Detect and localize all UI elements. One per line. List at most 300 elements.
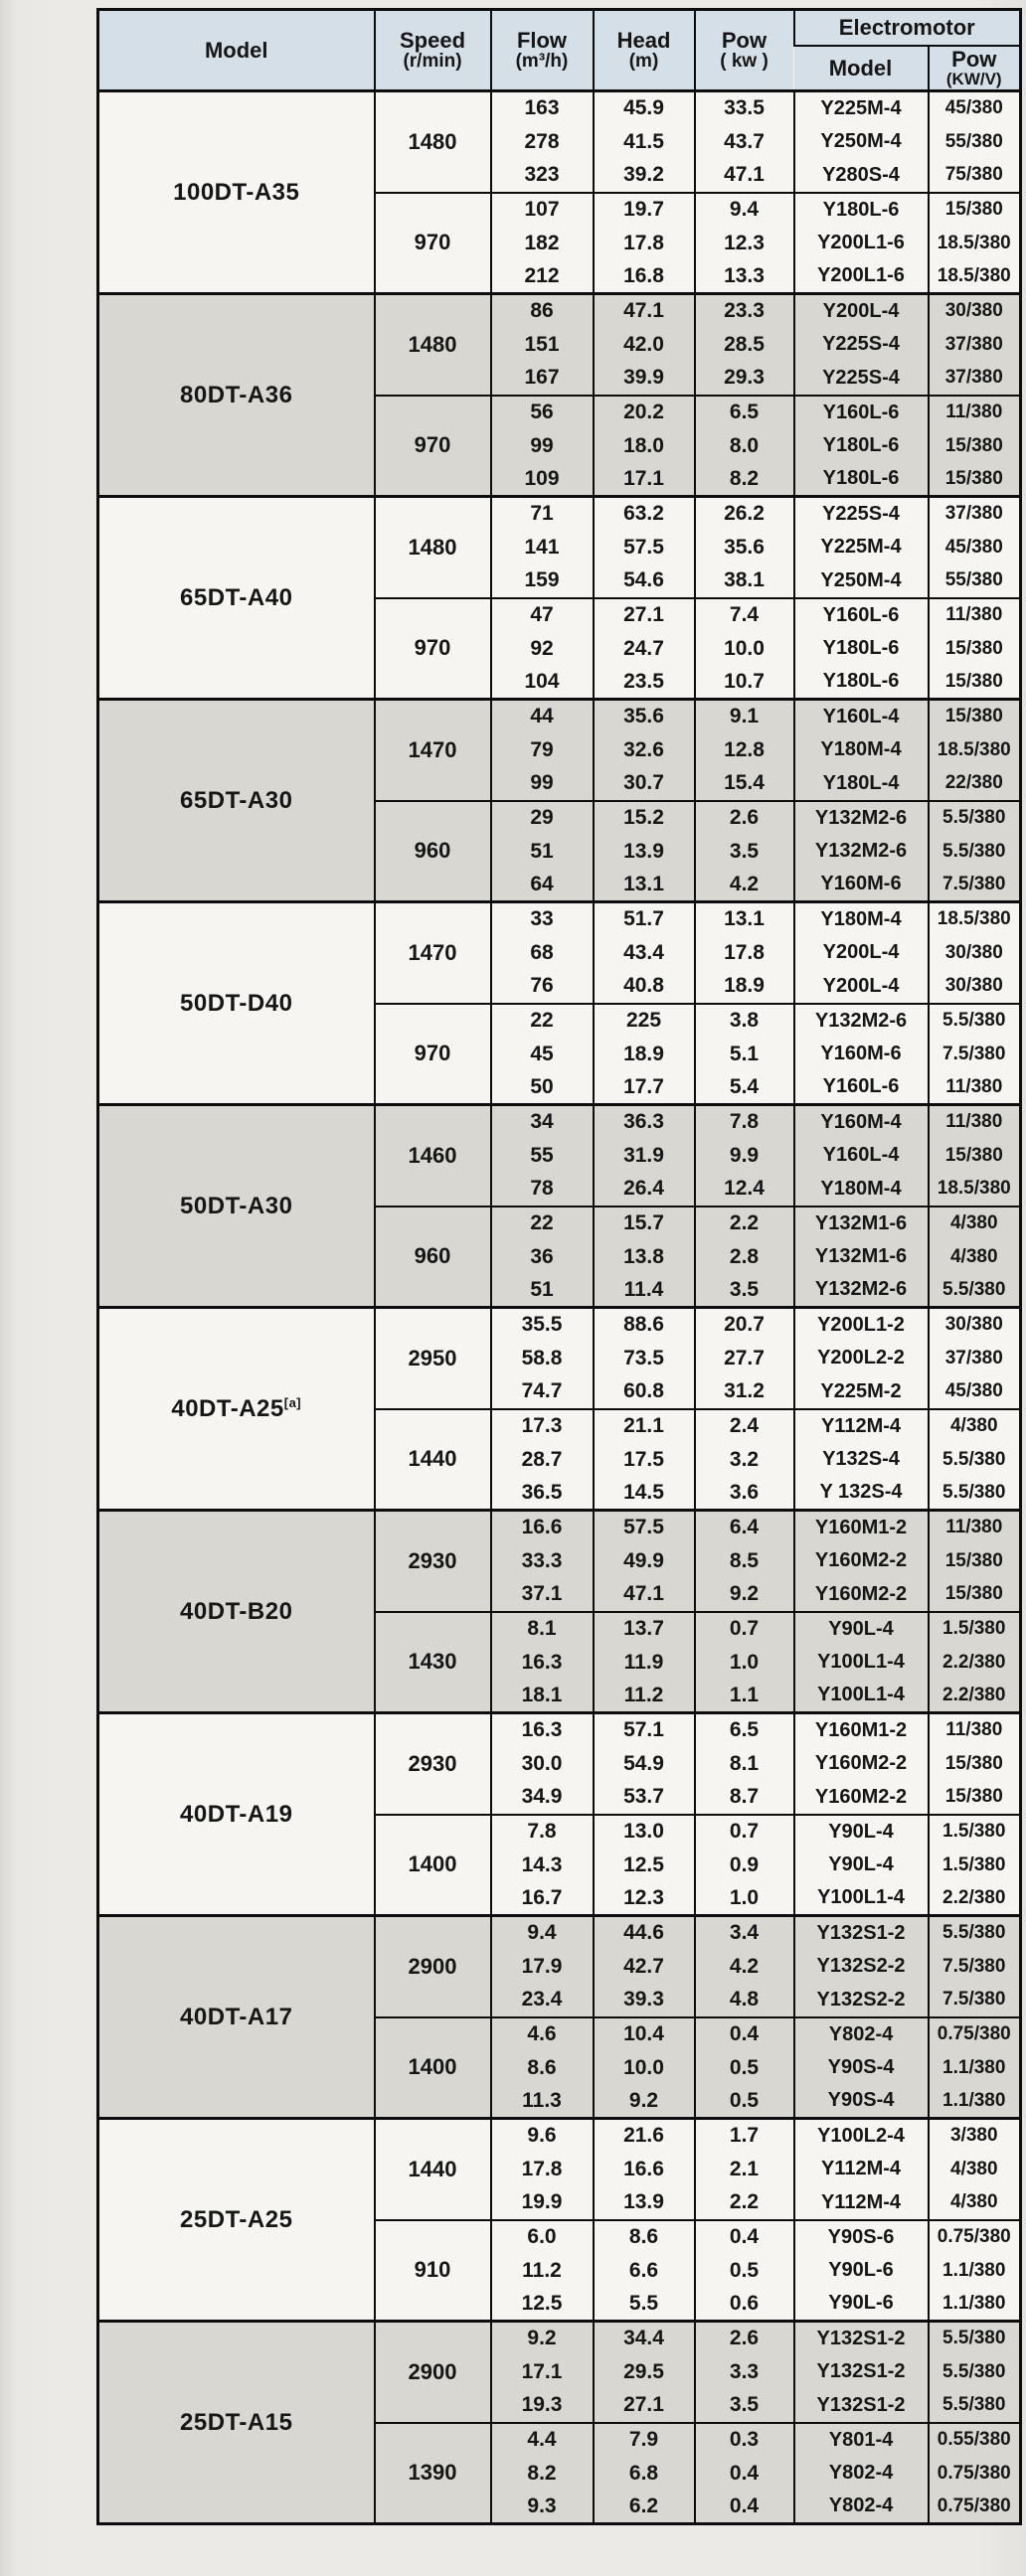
header-em-pow — [929, 46, 1021, 91]
em-pow-cell: 5.5/380 — [929, 1443, 1021, 1477]
em-pow-cell: 5.5/380 — [929, 2355, 1021, 2389]
em-pow-cell: 1.1/380 — [929, 2051, 1021, 2085]
model-cell: 100DT-A35 — [98, 91, 375, 294]
table-row — [98, 1916, 1021, 1950]
em-pow-cell: 11/380 — [929, 598, 1021, 632]
pow-cell: 10.7 — [695, 666, 794, 700]
em-pow-cell: 5.5/380 — [929, 1274, 1021, 1308]
em-pow-cell: 2.2/380 — [929, 1680, 1021, 1713]
flow-cell: 29 — [491, 801, 594, 835]
table-row — [98, 902, 1021, 936]
head-cell: 21.1 — [594, 1409, 695, 1443]
head-cell: 34.4 — [594, 2322, 695, 2355]
head-cell: 13.9 — [594, 835, 695, 869]
em-pow-cell: 4/380 — [929, 1409, 1021, 1443]
head-cell: 43.4 — [594, 936, 695, 970]
em-model-cell: Y225M-4 — [794, 531, 929, 564]
table-row — [98, 1308, 1021, 1342]
pow-cell: 9.2 — [695, 1578, 794, 1612]
em-pow-cell: 37/380 — [929, 328, 1021, 362]
head-cell: 35.6 — [594, 700, 695, 733]
pow-cell: 9.4 — [695, 193, 794, 227]
head-cell: 29.5 — [594, 2355, 695, 2389]
head-cell: 12.3 — [594, 1882, 695, 1916]
em-pow-cell: 0.75/380 — [929, 2220, 1021, 2254]
em-pow-cell: 11/380 — [929, 1713, 1021, 1747]
flow-cell: 44 — [491, 700, 594, 733]
flow-cell: 36 — [491, 1240, 594, 1274]
speed-cell: 970 — [375, 396, 491, 497]
pow-cell: 31.2 — [695, 1375, 794, 1409]
pow-cell: 10.0 — [695, 632, 794, 666]
em-pow-cell: 15/380 — [929, 1578, 1021, 1612]
pow-cell: 8.2 — [695, 463, 794, 497]
flow-cell: 16.6 — [491, 1511, 594, 1544]
head-cell: 8.6 — [594, 2220, 695, 2254]
em-pow-cell: 7.5/380 — [929, 869, 1021, 902]
pow-cell: 4.2 — [695, 1950, 794, 1984]
flow-cell: 47 — [491, 598, 594, 632]
pow-cell: 2.2 — [695, 1207, 794, 1240]
em-pow-cell: 18.5/380 — [929, 733, 1021, 767]
em-pow-cell: 3/380 — [929, 2119, 1021, 2153]
pow-cell: 9.1 — [695, 700, 794, 733]
flow-cell: 35.5 — [491, 1308, 594, 1342]
flow-cell: 4.6 — [491, 2017, 594, 2051]
em-pow-cell: 15/380 — [929, 1139, 1021, 1173]
em-model-cell: Y112M-4 — [794, 1409, 929, 1443]
em-pow-cell: 45/380 — [929, 1375, 1021, 1409]
em-pow-cell: 15/380 — [929, 193, 1021, 227]
em-model-cell: Y90L-6 — [794, 2288, 929, 2322]
em-model-cell: Y180L-6 — [794, 429, 929, 463]
head-cell: 13.7 — [594, 1612, 695, 1646]
head-cell: 13.8 — [594, 1240, 695, 1274]
head-cell: 26.4 — [594, 1173, 695, 1207]
speed-cell: 960 — [375, 1207, 491, 1308]
head-cell: 32.6 — [594, 733, 695, 767]
flow-cell: 17.1 — [491, 2355, 594, 2389]
em-pow-cell: 5.5/380 — [929, 2389, 1021, 2423]
head-cell: 11.4 — [594, 1274, 695, 1308]
table-row — [98, 2119, 1021, 2153]
em-model-cell: Y132S-4 — [794, 1443, 929, 1477]
model-cell: 40DT-A19 — [98, 1713, 375, 1916]
flow-cell: 37.1 — [491, 1578, 594, 1612]
flow-cell: 8.1 — [491, 1612, 594, 1646]
head-cell: 11.2 — [594, 1680, 695, 1713]
em-pow-cell: 1.5/380 — [929, 1612, 1021, 1646]
flow-cell: 71 — [491, 497, 594, 531]
pow-cell: 0.5 — [695, 2051, 794, 2085]
pow-cell: 35.6 — [695, 531, 794, 564]
flow-cell: 50 — [491, 1071, 594, 1105]
em-model-cell: Y132S1-2 — [794, 2322, 929, 2355]
em-pow-cell: 15/380 — [929, 463, 1021, 497]
em-model-cell: Y90L-4 — [794, 1815, 929, 1849]
head-cell: 42.7 — [594, 1950, 695, 1984]
flow-cell: 4.4 — [491, 2423, 594, 2457]
pow-cell: 0.7 — [695, 1612, 794, 1646]
flow-cell: 104 — [491, 666, 594, 700]
pow-cell: 6.4 — [695, 1511, 794, 1544]
em-pow-cell: 37/380 — [929, 362, 1021, 396]
em-pow-cell: 5.5/380 — [929, 2322, 1021, 2355]
header-flow-unit: (m³/h) — [515, 51, 569, 73]
em-model-cell: Y160M1-2 — [794, 1713, 929, 1747]
flow-cell: 99 — [491, 429, 594, 463]
em-model-cell: Y90S-4 — [794, 2085, 929, 2119]
pow-cell: 4.2 — [695, 869, 794, 902]
pow-cell: 3.2 — [695, 1443, 794, 1477]
head-cell: 13.0 — [594, 1815, 695, 1849]
flow-cell: 11.2 — [491, 2254, 594, 2288]
em-pow-cell: 15/380 — [929, 1544, 1021, 1578]
em-model-cell: Y160L-6 — [794, 598, 929, 632]
pow-cell: 12.3 — [695, 227, 794, 260]
em-pow-cell: 11/380 — [929, 1105, 1021, 1139]
flow-cell: 17.3 — [491, 1409, 594, 1443]
em-pow-cell: 1.1/380 — [929, 2288, 1021, 2322]
flow-cell: 11.3 — [491, 2085, 594, 2119]
pow-cell: 5.1 — [695, 1038, 794, 1071]
table-row — [98, 1105, 1021, 1139]
table-row — [98, 497, 1021, 531]
em-pow-cell: 5.5/380 — [929, 1916, 1021, 1950]
em-pow-cell: 2.2/380 — [929, 1882, 1021, 1916]
flow-cell: 22 — [491, 1004, 594, 1038]
head-cell: 10.4 — [594, 2017, 695, 2051]
header-flow-label: Flow — [516, 27, 568, 53]
flow-cell: 9.3 — [491, 2491, 594, 2524]
header-model: Model — [98, 10, 375, 91]
head-cell: 21.6 — [594, 2119, 695, 2153]
em-pow-cell: 7.5/380 — [929, 1038, 1021, 1071]
flow-cell: 30.0 — [491, 1747, 594, 1781]
speed-cell: 2900 — [375, 2322, 491, 2423]
flow-cell: 323 — [491, 159, 594, 193]
model-cell: 25DT-A25 — [98, 2119, 375, 2322]
em-model-cell: Y802-4 — [794, 2457, 929, 2491]
em-pow-cell: 1.1/380 — [929, 2254, 1021, 2288]
flow-cell: 17.8 — [491, 2153, 594, 2186]
head-cell: 13.1 — [594, 869, 695, 902]
speed-cell: 2900 — [375, 1916, 491, 2017]
head-cell: 27.1 — [594, 2389, 695, 2423]
head-cell: 20.2 — [594, 396, 695, 429]
head-cell: 19.7 — [594, 193, 695, 227]
header-speed — [375, 10, 491, 91]
em-model-cell: Y160L-6 — [794, 396, 929, 429]
em-model-cell: Y200L-4 — [794, 936, 929, 970]
speed-cell: 2950 — [375, 1308, 491, 1409]
header-head-unit: (m) — [628, 51, 659, 73]
pow-cell: 47.1 — [695, 159, 794, 193]
head-cell: 18.0 — [594, 429, 695, 463]
pow-cell: 3.6 — [695, 1477, 794, 1511]
speed-cell: 960 — [375, 801, 491, 902]
head-cell: 57.5 — [594, 1511, 695, 1544]
head-cell: 6.6 — [594, 2254, 695, 2288]
em-pow-cell: 18.5/380 — [929, 260, 1021, 294]
head-cell: 57.1 — [594, 1713, 695, 1747]
em-model-cell: Y200L1-6 — [794, 260, 929, 294]
em-pow-cell: 22/380 — [929, 767, 1021, 801]
flow-cell: 18.1 — [491, 1680, 594, 1713]
head-cell: 17.7 — [594, 1071, 695, 1105]
pow-cell: 2.8 — [695, 1240, 794, 1274]
flow-cell: 92 — [491, 632, 594, 666]
pow-cell: 0.4 — [695, 2220, 794, 2254]
flow-cell: 16.3 — [491, 1646, 594, 1680]
flow-cell: 9.6 — [491, 2119, 594, 2153]
head-cell: 16.6 — [594, 2153, 695, 2186]
header-speed-unit: (r/min) — [403, 51, 462, 73]
speed-cell: 2930 — [375, 1713, 491, 1815]
flow-cell: 107 — [491, 193, 594, 227]
em-pow-cell: 1.5/380 — [929, 1849, 1021, 1882]
em-model-cell: Y225S-4 — [794, 328, 929, 362]
head-cell: 5.5 — [594, 2288, 695, 2322]
pow-cell: 8.1 — [695, 1747, 794, 1781]
speed-cell: 910 — [375, 2220, 491, 2322]
em-model-cell: Y132S1-2 — [794, 2355, 929, 2389]
em-model-cell: Y225M-2 — [794, 1375, 929, 1409]
flow-cell: 16.7 — [491, 1882, 594, 1916]
head-cell: 54.9 — [594, 1747, 695, 1781]
pow-cell: 1.0 — [695, 1882, 794, 1916]
em-model-cell: Y132S1-2 — [794, 2389, 929, 2423]
model-cell: 80DT-A36 — [98, 294, 375, 497]
header-em-pow-unit: (KW/V) — [945, 69, 1002, 88]
pow-cell: 27.7 — [695, 1342, 794, 1375]
flow-cell: 12.5 — [491, 2288, 594, 2322]
header-electromotor: Electromotor — [794, 10, 1021, 46]
head-cell: 16.8 — [594, 260, 695, 294]
pow-cell: 3.5 — [695, 835, 794, 869]
flow-cell: 167 — [491, 362, 594, 396]
pow-cell: 38.1 — [695, 564, 794, 598]
em-model-cell: Y200L1-6 — [794, 227, 929, 260]
flow-cell: 51 — [491, 1274, 594, 1308]
model-footnote-marker: [a] — [283, 1394, 302, 1410]
flow-cell: 9.2 — [491, 2322, 594, 2355]
flow-cell: 159 — [491, 564, 594, 598]
em-model-cell: Y 132S-4 — [794, 1477, 929, 1511]
em-model-cell: Y180L-6 — [794, 632, 929, 666]
flow-cell: 163 — [491, 91, 594, 125]
table-body — [98, 91, 1021, 2524]
head-cell: 27.1 — [594, 598, 695, 632]
speed-cell: 970 — [375, 193, 491, 294]
speed-cell: 1470 — [375, 902, 491, 1004]
em-pow-cell: 15/380 — [929, 1747, 1021, 1781]
flow-cell: 6.0 — [491, 2220, 594, 2254]
pow-cell: 7.8 — [695, 1105, 794, 1139]
em-model-cell: Y225M-4 — [794, 91, 929, 125]
pow-cell: 0.4 — [695, 2491, 794, 2524]
table-header — [98, 10, 1021, 91]
em-pow-cell: 5.5/380 — [929, 835, 1021, 869]
pow-cell: 7.4 — [695, 598, 794, 632]
pow-cell: 6.5 — [695, 1713, 794, 1747]
em-model-cell: Y160M1-2 — [794, 1511, 929, 1544]
head-cell: 54.6 — [594, 564, 695, 598]
em-model-cell: Y132M2-6 — [794, 1004, 929, 1038]
pow-cell: 3.3 — [695, 2355, 794, 2389]
pow-cell: 12.8 — [695, 733, 794, 767]
flow-cell: 33.3 — [491, 1544, 594, 1578]
pow-cell: 13.1 — [695, 902, 794, 936]
pow-cell: 17.8 — [695, 936, 794, 970]
pow-cell: 1.0 — [695, 1646, 794, 1680]
em-model-cell: Y225S-4 — [794, 362, 929, 396]
head-cell: 11.9 — [594, 1646, 695, 1680]
pow-cell: 6.5 — [695, 396, 794, 429]
flow-cell: 14.3 — [491, 1849, 594, 1882]
em-pow-cell: 37/380 — [929, 1342, 1021, 1375]
head-cell: 12.5 — [594, 1849, 695, 1882]
table-row — [98, 91, 1021, 125]
em-pow-cell: 11/380 — [929, 1071, 1021, 1105]
pow-cell: 23.3 — [695, 294, 794, 328]
em-model-cell: Y160M2-2 — [794, 1578, 929, 1612]
em-pow-cell: 0.75/380 — [929, 2491, 1021, 2524]
flow-cell: 51 — [491, 835, 594, 869]
head-cell: 41.5 — [594, 125, 695, 159]
flow-cell: 33 — [491, 902, 594, 936]
head-cell: 51.7 — [594, 902, 695, 936]
flow-cell: 28.7 — [491, 1443, 594, 1477]
em-pow-cell: 15/380 — [929, 1781, 1021, 1815]
head-cell: 17.1 — [594, 463, 695, 497]
em-model-cell: Y90L-4 — [794, 1612, 929, 1646]
head-cell: 53.7 — [594, 1781, 695, 1815]
header-pow-unit: ( kw ) — [720, 51, 769, 73]
speed-cell: 1440 — [375, 2119, 491, 2220]
em-model-cell: Y100L1-4 — [794, 1882, 929, 1916]
em-model-cell: Y132S2-2 — [794, 1984, 929, 2017]
em-model-cell: Y160M2-2 — [794, 1781, 929, 1815]
em-model-cell: Y200L-4 — [794, 294, 929, 328]
head-cell: 44.6 — [594, 1916, 695, 1950]
head-cell: 6.8 — [594, 2457, 695, 2491]
em-model-cell: Y132S2-2 — [794, 1950, 929, 1984]
em-model-cell: Y801-4 — [794, 2423, 929, 2457]
flow-cell: 55 — [491, 1139, 594, 1173]
head-cell: 60.8 — [594, 1375, 695, 1409]
head-cell: 13.9 — [594, 2186, 695, 2220]
header-em-model: Model — [794, 46, 929, 91]
speed-cell: 970 — [375, 1004, 491, 1105]
em-model-cell: Y100L2-4 — [794, 2119, 929, 2153]
head-cell: 57.5 — [594, 531, 695, 564]
em-model-cell: Y112M-4 — [794, 2153, 929, 2186]
em-pow-cell: 18.5/380 — [929, 902, 1021, 936]
model-cell: 40DT-B20 — [98, 1511, 375, 1713]
flow-cell: 8.2 — [491, 2457, 594, 2491]
pow-cell: 0.6 — [695, 2288, 794, 2322]
pow-cell: 26.2 — [695, 497, 794, 531]
pow-cell: 0.5 — [695, 2085, 794, 2119]
head-cell: 30.7 — [594, 767, 695, 801]
em-pow-cell: 30/380 — [929, 970, 1021, 1004]
table-row — [98, 1713, 1021, 1747]
flow-cell: 19.9 — [491, 2186, 594, 2220]
flow-cell: 56 — [491, 396, 594, 429]
pow-cell: 2.6 — [695, 2322, 794, 2355]
pow-cell: 0.4 — [695, 2017, 794, 2051]
head-cell: 49.9 — [594, 1544, 695, 1578]
em-pow-cell: 0.55/380 — [929, 2423, 1021, 2457]
table-row — [98, 294, 1021, 328]
pow-cell: 1.7 — [695, 2119, 794, 2153]
em-model-cell: Y225S-4 — [794, 497, 929, 531]
flow-cell: 58.8 — [491, 1342, 594, 1375]
head-cell: 39.3 — [594, 1984, 695, 2017]
em-pow-cell: 1.5/380 — [929, 1815, 1021, 1849]
pow-cell: 13.3 — [695, 260, 794, 294]
head-cell: 23.5 — [594, 666, 695, 700]
head-cell: 15.2 — [594, 801, 695, 835]
em-model-cell: Y90S-4 — [794, 2051, 929, 2085]
head-cell: 47.1 — [594, 1578, 695, 1612]
em-model-cell: Y200L2-2 — [794, 1342, 929, 1375]
pow-cell: 4.8 — [695, 1984, 794, 2017]
pow-cell: 20.7 — [695, 1308, 794, 1342]
em-pow-cell: 1.1/380 — [929, 2085, 1021, 2119]
table-row — [98, 1511, 1021, 1544]
em-model-cell: Y160M2-2 — [794, 1544, 929, 1578]
em-model-cell: Y802-4 — [794, 2491, 929, 2524]
head-cell: 36.3 — [594, 1105, 695, 1139]
pow-cell: 18.9 — [695, 970, 794, 1004]
flow-cell: 23.4 — [491, 1984, 594, 2017]
em-pow-cell: 18.5/380 — [929, 227, 1021, 260]
pow-cell: 2.1 — [695, 2153, 794, 2186]
table-row — [98, 2322, 1021, 2355]
header-pow — [695, 10, 794, 91]
head-cell: 73.5 — [594, 1342, 695, 1375]
em-model-cell: Y180M-4 — [794, 902, 929, 936]
flow-cell: 34 — [491, 1105, 594, 1139]
em-pow-cell: 5.5/380 — [929, 801, 1021, 835]
em-pow-cell: 45/380 — [929, 531, 1021, 564]
em-model-cell: Y180L-4 — [794, 767, 929, 801]
head-cell: 15.7 — [594, 1207, 695, 1240]
speed-cell: 970 — [375, 598, 491, 700]
flow-cell: 64 — [491, 869, 594, 902]
em-pow-cell: 15/380 — [929, 632, 1021, 666]
flow-cell: 278 — [491, 125, 594, 159]
head-cell: 9.2 — [594, 2085, 695, 2119]
head-cell: 10.0 — [594, 2051, 695, 2085]
em-pow-cell: 30/380 — [929, 1308, 1021, 1342]
pow-cell: 0.3 — [695, 2423, 794, 2457]
speed-cell: 1430 — [375, 1612, 491, 1713]
flow-cell: 17.9 — [491, 1950, 594, 1984]
head-cell: 24.7 — [594, 632, 695, 666]
flow-cell: 151 — [491, 328, 594, 362]
em-pow-cell: 5.5/380 — [929, 1004, 1021, 1038]
em-model-cell: Y160M-6 — [794, 869, 929, 902]
em-model-cell: Y132M2-6 — [794, 801, 929, 835]
flow-cell: 7.8 — [491, 1815, 594, 1849]
speed-cell: 1460 — [375, 1105, 491, 1207]
em-pow-cell: 30/380 — [929, 294, 1021, 328]
pow-cell: 5.4 — [695, 1071, 794, 1105]
head-cell: 47.1 — [594, 294, 695, 328]
